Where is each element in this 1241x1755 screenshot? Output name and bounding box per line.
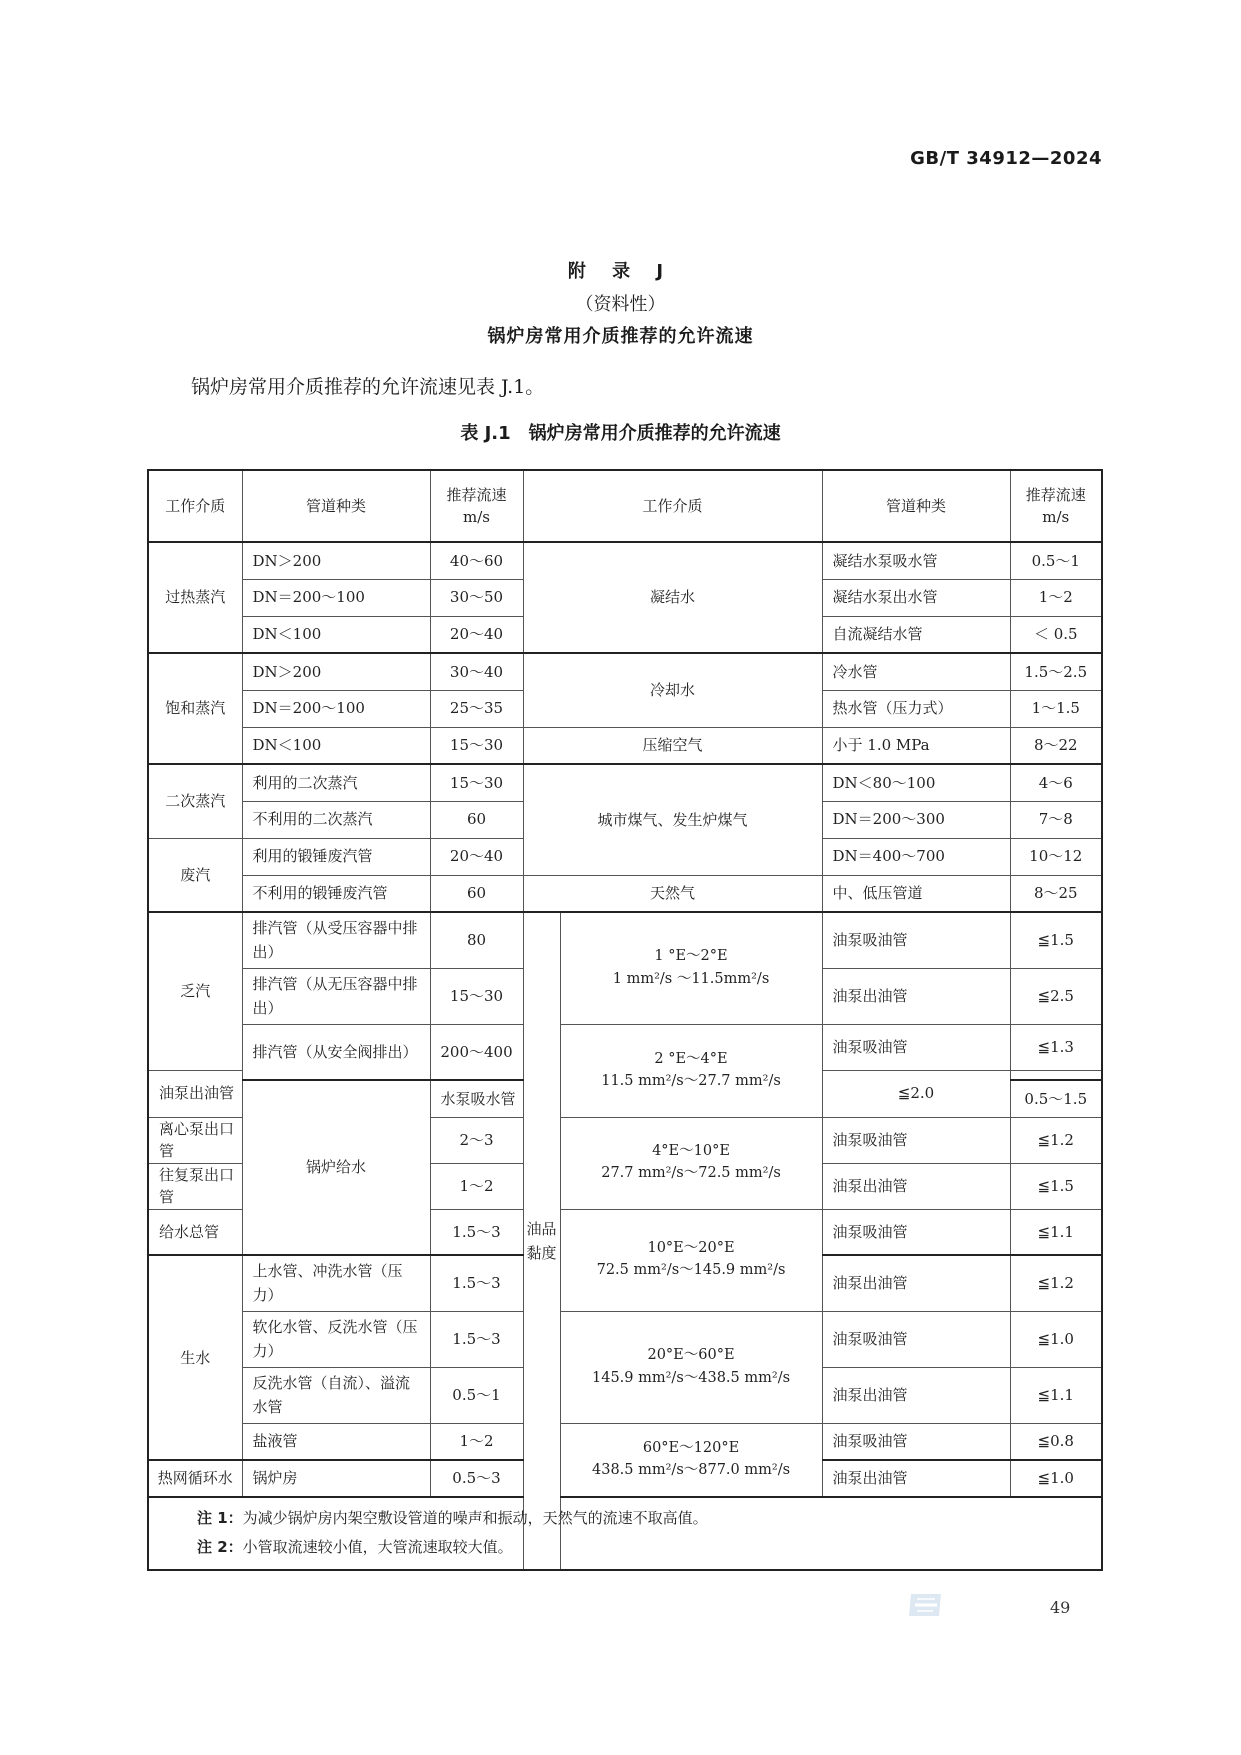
- appendix-label: 附 录 J: [567, 261, 674, 282]
- viscosity-range-cell: 4°E～10°E 27.7 mm²/s～72.5 mm²/s: [560, 1117, 822, 1209]
- medium-cell: 乏汽: [148, 912, 242, 1070]
- medium-cell: 锅炉给水: [242, 1080, 430, 1255]
- pipe-cell: 热水管（压力式）: [822, 690, 1010, 727]
- pipe-cell: DN＞200: [242, 542, 430, 579]
- medium-cell: 生水: [148, 1255, 242, 1460]
- velocity-cell: ≦1.5: [1010, 1163, 1102, 1209]
- velocity-cell: 10～12: [1010, 838, 1102, 875]
- velocity-cell: 4～6: [1010, 764, 1102, 801]
- pipe-cell: 排汽管（从安全阀排出）: [242, 1024, 430, 1080]
- viscosity-range-cell: 60°E～120°E 438.5 mm²/s～877.0 mm²/s: [560, 1423, 822, 1497]
- pipe-cell: DN＝200～300: [822, 801, 1010, 838]
- flow-velocity-table: [147, 469, 1103, 1571]
- medium-cell: 压缩空气: [523, 727, 822, 764]
- velocity-cell: 80: [430, 912, 523, 968]
- velocity-cell: 1.5～3: [430, 1311, 523, 1367]
- notes-row: [148, 1497, 1102, 1570]
- pipe-cell: 盐液管: [242, 1423, 430, 1460]
- table-caption-number: 表 J.1: [460, 423, 511, 444]
- pipe-cell: 不利用的二次蒸汽: [242, 801, 430, 838]
- pipe-cell: 自流凝结水管: [822, 616, 1010, 653]
- pipe-cell: 油泵吸油管: [822, 1311, 1010, 1367]
- velocity-cell: 0.5～3: [430, 1460, 523, 1497]
- pipe-cell: 给水总管: [148, 1209, 242, 1255]
- appendix-kind: （资料性）: [575, 294, 666, 315]
- pipe-cell: 油泵出油管: [822, 1367, 1010, 1423]
- pipe-cell: 油泵出油管: [822, 1460, 1010, 1497]
- pipe-cell: DN＞200: [242, 653, 430, 690]
- header-medium-right: 工作介质: [523, 470, 822, 542]
- pipe-cell: 油泵出油管: [822, 1163, 1010, 1209]
- medium-cell: 城市煤气、发生炉煤气: [523, 764, 822, 875]
- velocity-cell: ≦2.5: [1010, 968, 1102, 1024]
- velocity-cell: 30～40: [430, 653, 523, 690]
- velocity-cell: ≦1.0: [1010, 1311, 1102, 1367]
- medium-cell: 过热蒸汽: [148, 542, 242, 653]
- pipe-cell: DN＝400～700: [822, 838, 1010, 875]
- velocity-cell: 15～30: [430, 727, 523, 764]
- notes-cell: [148, 1497, 1102, 1570]
- pipe-cell: 油泵吸油管: [822, 1117, 1010, 1163]
- viscosity-range-cell: 2 °E～4°E 11.5 mm²/s～27.7 mm²/s: [560, 1024, 822, 1117]
- table-row: [148, 542, 1102, 579]
- oil-viscosity-label: 油品黏度: [523, 912, 560, 1570]
- velocity-cell: 1.5～3: [430, 1209, 523, 1255]
- table-caption-title: 锅炉房常用介质推荐的允许流速: [528, 423, 781, 444]
- note-2: 注 2：小管取流速较小值，大管流速取较大值。: [197, 1538, 513, 1557]
- header-velocity-right: 推荐流速 m/s: [1010, 470, 1102, 542]
- velocity-cell: 0.5～1: [1010, 542, 1102, 579]
- pipe-cell: 软化水管、反洗水管（压力）: [242, 1311, 430, 1367]
- pipe-cell: 离心泵出口管: [148, 1117, 242, 1163]
- medium-cell: 冷却水: [523, 653, 822, 727]
- publisher-logo-icon: [907, 1592, 943, 1618]
- table-header-row: [148, 470, 1102, 542]
- medium-cell: 废汽: [148, 838, 242, 912]
- pipe-cell: 排汽管（从受压容器中排出）: [242, 912, 430, 968]
- velocity-cell: 1.5～2.5: [1010, 653, 1102, 690]
- medium-cell: 天然气: [523, 875, 822, 912]
- velocity-cell: 1～1.5: [1010, 690, 1102, 727]
- viscosity-range-cell: 1 °E～2°E 1 mm²/s ～11.5mm²/s: [560, 912, 822, 1024]
- pipe-cell: 锅炉房: [242, 1460, 430, 1497]
- velocity-cell: ≦1.2: [1010, 1255, 1102, 1311]
- velocity-cell: ≦2.0: [822, 1070, 1010, 1117]
- velocity-cell: 7～8: [1010, 801, 1102, 838]
- note-1: 注 1：为减少锅炉房内架空敷设管道的噪声和振动，天然气的流速不取高值。: [197, 1509, 708, 1527]
- table-row: [148, 653, 1102, 690]
- header-pipe-type-right: 管道种类: [822, 470, 1010, 542]
- intro-paragraph: 锅炉房常用介质推荐的允许流速见表 J.1。: [191, 376, 545, 398]
- medium-cell: 二次蒸汽: [148, 764, 242, 838]
- velocity-cell: 8～22: [1010, 727, 1102, 764]
- pipe-cell: 凝结水泵吸水管: [822, 542, 1010, 579]
- header-pipe-type: 管道种类: [242, 470, 430, 542]
- table-caption: [0, 419, 1241, 445]
- velocity-cell: 15～30: [430, 764, 523, 801]
- header-velocity: 推荐流速 m/s: [430, 470, 523, 542]
- velocity-cell: 0.5～1: [430, 1367, 523, 1423]
- velocity-cell: 1.5～3: [430, 1255, 523, 1311]
- velocity-cell: 30～50: [430, 579, 523, 616]
- pipe-cell: 油泵吸油管: [822, 912, 1010, 968]
- velocity-cell: 40～60: [430, 542, 523, 579]
- table-row: [148, 1311, 1102, 1367]
- velocity-cell: 8～25: [1010, 875, 1102, 912]
- velocity-cell: 60: [430, 875, 523, 912]
- velocity-cell: 1～2: [430, 1163, 523, 1209]
- velocity-cell: 200～400: [430, 1024, 523, 1080]
- pipe-cell: 排汽管（从无压容器中排出）: [242, 968, 430, 1024]
- pipe-cell: 往复泵出口管: [148, 1163, 242, 1209]
- pipe-cell: 水泵吸水管: [430, 1080, 523, 1117]
- table-row: [148, 1423, 1102, 1460]
- viscosity-range-cell: 10°E～20°E 72.5 mm²/s～145.9 mm²/s: [560, 1209, 822, 1311]
- velocity-cell: ≦1.1: [1010, 1367, 1102, 1423]
- velocity-cell: ≦1.0: [1010, 1460, 1102, 1497]
- velocity-cell: ≦0.8: [1010, 1423, 1102, 1460]
- pipe-cell: 利用的锻锤废汽管: [242, 838, 430, 875]
- velocity-cell: 1～2: [430, 1423, 523, 1460]
- medium-cell: 凝结水: [523, 542, 822, 653]
- appendix-title: 锅炉房常用介质推荐的允许流速: [487, 326, 754, 347]
- table-row: [148, 875, 1102, 912]
- velocity-cell: 25～35: [430, 690, 523, 727]
- pipe-cell: 油泵吸油管: [822, 1024, 1010, 1070]
- pipe-cell: 油泵出油管: [822, 968, 1010, 1024]
- pipe-cell: 中、低压管道: [822, 875, 1010, 912]
- pipe-cell: 不利用的锻锤废汽管: [242, 875, 430, 912]
- velocity-cell: 60: [430, 801, 523, 838]
- table-row: [148, 912, 1102, 968]
- page-number: 49: [1050, 1598, 1071, 1617]
- velocity-cell: 15～30: [430, 968, 523, 1024]
- velocity-cell: ＜ 0.5: [1010, 616, 1102, 653]
- pipe-cell: DN＜80～100: [822, 764, 1010, 801]
- pipe-cell: 油泵出油管: [148, 1070, 242, 1117]
- pipe-cell: 油泵吸油管: [822, 1423, 1010, 1460]
- velocity-cell: 2～3: [430, 1117, 523, 1163]
- velocity-cell: ≦1.3: [1010, 1024, 1102, 1070]
- velocity-cell: ≦1.5: [1010, 912, 1102, 968]
- pipe-cell: 凝结水泵出水管: [822, 579, 1010, 616]
- pipe-cell: DN＜100: [242, 727, 430, 764]
- velocity-cell: ≦1.1: [1010, 1209, 1102, 1255]
- pipe-cell: 反洗水管（自流）、溢流水管: [242, 1367, 430, 1423]
- table-row: [148, 727, 1102, 764]
- velocity-cell: ≦1.2: [1010, 1117, 1102, 1163]
- pipe-cell: 油泵出油管: [822, 1255, 1010, 1311]
- table-row: [148, 764, 1102, 801]
- velocity-cell: 20～40: [430, 616, 523, 653]
- pipe-cell: 利用的二次蒸汽: [242, 764, 430, 801]
- pipe-cell: DN＝200～100: [242, 690, 430, 727]
- pipe-cell: 小于 1.0 MPa: [822, 727, 1010, 764]
- medium-cell: 热网循环水: [148, 1460, 242, 1497]
- standard-code: GB/T 34912—2024: [910, 148, 1102, 169]
- pipe-cell: 油泵吸油管: [822, 1209, 1010, 1255]
- velocity-cell: 1～2: [1010, 579, 1102, 616]
- header-medium: 工作介质: [148, 470, 242, 542]
- velocity-cell: 0.5～1.5: [1010, 1080, 1102, 1117]
- table-row: [148, 1024, 1102, 1070]
- pipe-cell: DN＝200～100: [242, 579, 430, 616]
- pipe-cell: 上水管、冲洗水管（压力）: [242, 1255, 430, 1311]
- viscosity-range-cell: 20°E～60°E 145.9 mm²/s～438.5 mm²/s: [560, 1311, 822, 1423]
- pipe-cell: DN＜100: [242, 616, 430, 653]
- medium-cell: 饱和蒸汽: [148, 653, 242, 764]
- pipe-cell: 冷水管: [822, 653, 1010, 690]
- velocity-cell: 20～40: [430, 838, 523, 875]
